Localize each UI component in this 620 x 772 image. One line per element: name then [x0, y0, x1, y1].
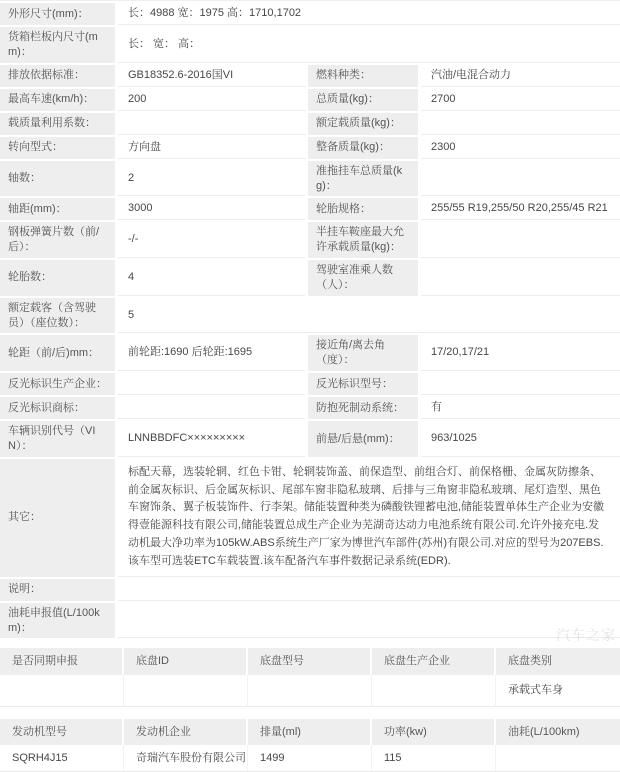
spec-label: 载质量利用系数： — [0, 113, 115, 135]
spec-label: 转向型式： — [0, 137, 115, 159]
spec-value — [421, 161, 620, 197]
spec-row — [0, 579, 620, 601]
spec-label: 额定载质量(kg)： — [308, 113, 418, 135]
spec-value: 200 — [118, 89, 305, 111]
table-cell — [248, 675, 372, 707]
spec-row — [0, 27, 620, 63]
spec-label: 货箱栏板内尺寸(mm)： — [0, 27, 115, 63]
table-cell: 奇瑞汽车股份有限公司 — [124, 745, 248, 772]
spec-row — [0, 222, 620, 258]
spec-value: 2300 — [421, 137, 620, 159]
spec-value — [118, 603, 620, 639]
spec-label: 防抱死制动系统： — [308, 397, 418, 419]
spec-row — [0, 161, 620, 197]
spec-value: 长： 宽： 高： — [118, 27, 620, 63]
column-header: 发动机型号 — [0, 719, 124, 745]
table-cell: 承载式车身 — [496, 675, 620, 707]
table-cell — [496, 745, 620, 772]
spec-value: 255/55 R19,255/50 R20,255/45 R21 — [421, 198, 620, 220]
table-cell — [124, 675, 248, 707]
spec-value — [118, 113, 305, 135]
chassis-header-row — [0, 648, 620, 674]
table-cell: 115 — [372, 745, 496, 772]
spec-value: LNNBBDFC××××××××× — [118, 421, 305, 457]
column-header: 是否同期申报 — [0, 648, 124, 674]
spec-value: 4 — [118, 260, 305, 296]
chassis-table — [0, 648, 620, 706]
spec-label: 车辆识别代号（VIN）： — [0, 421, 115, 457]
table-row — [0, 675, 620, 707]
spec-value — [118, 579, 620, 601]
spec-value — [421, 113, 620, 135]
spec-value: 有 — [421, 397, 620, 419]
spec-value: 方向盘 — [118, 137, 305, 159]
spec-label: 整备质量(kg)： — [308, 137, 418, 159]
table-cell — [0, 675, 124, 707]
spec-value: GB18352.6-2016国VI — [118, 65, 305, 87]
spec-label: 半挂车鞍座最大允许承载质量(kg)： — [308, 222, 418, 258]
spec-value — [421, 222, 620, 258]
spec-label: 排放依据标准： — [0, 65, 115, 87]
spec-row — [0, 373, 620, 395]
spec-value: 2700 — [421, 89, 620, 111]
spec-row — [0, 298, 620, 334]
spec-value: 前轮距:1690 后轮距:1695 — [118, 335, 305, 371]
spec-label: 说明： — [0, 579, 115, 601]
spec-label: 驾驶室准乘人数（人）： — [308, 260, 418, 296]
column-header: 功率(kw) — [372, 719, 496, 745]
table-cell: SQRH4J15 — [0, 745, 124, 772]
table-cell — [372, 675, 496, 707]
spec-label: 反光标识生产企业： — [0, 373, 115, 395]
spec-value — [118, 397, 305, 419]
column-header: 底盘型号 — [248, 648, 372, 674]
engine-table — [0, 719, 620, 772]
spec-value: 963/1025 — [421, 421, 620, 457]
spec-label: 外形尺寸(mm)： — [0, 3, 115, 25]
spec-value: -/- — [118, 222, 305, 258]
table-row — [0, 745, 620, 772]
spec-value — [421, 373, 620, 395]
spec-row — [0, 335, 620, 371]
spec-label: 钢板弹簧片数（前/后）： — [0, 222, 115, 258]
spec-label: 反光标识商标： — [0, 397, 115, 419]
spec-value — [421, 260, 620, 296]
engine-header-row — [0, 719, 620, 745]
spec-row — [0, 3, 620, 25]
spec-row — [0, 603, 620, 639]
spec-label: 油耗申报值(L/100km)： — [0, 603, 115, 639]
spec-label: 轴距(mm)： — [0, 198, 115, 220]
column-header: 底盘类别 — [496, 648, 620, 674]
spec-value: 汽油/电混合动力 — [421, 65, 620, 87]
column-header: 底盘ID — [124, 648, 248, 674]
column-header: 底盘生产企业 — [372, 648, 496, 674]
table-cell: 1499 — [248, 745, 372, 772]
column-header: 发动机企业 — [124, 719, 248, 745]
spec-value: 5 — [118, 298, 620, 334]
spec-label: 轮胎数： — [0, 260, 115, 296]
spec-row — [0, 137, 620, 159]
spec-value: 长：4988 宽：1975 高：1710,1702 — [118, 3, 620, 25]
spec-label: 额定载客（含驾驶员）（座位数）： — [0, 298, 115, 334]
spec-label: 轮距（前/后)mm： — [0, 335, 115, 371]
spec-row — [0, 198, 620, 220]
spec-value: 标配天幕，选装轮辋、红色卡钳、轮辋装饰盖、前保造型、前组合灯、前保格栅、金属灰防擦条、前金属灰标识、后金属灰标识、尾部车窗非隐私玻璃、后排与三角窗非隐私玻璃、尾灯造型、黑色车窗饰条、翼子板装饰件、行李架。储能装置种类为磷酸铁锂蓄电池,储能装置单体生产企业为安徽得壹能源科技有限公司,储能装置总成生产企业为芜湖奇达动力电池系统有限公司.允许外接充电.发动机最大净功率为105kW.ABS系统生产厂家为博世汽车部件(苏州)有限公司.对应的型号为207EBS.该车型可选装ETC车载装置.该车配备汽车事件数据记录系统(EDR). — [118, 459, 620, 577]
column-header: 油耗(L/100km) — [496, 719, 620, 745]
spec-label: 准拖挂车总质量(kg)： — [308, 161, 418, 197]
column-header: 排量(ml) — [248, 719, 372, 745]
spec-value: 17/20,17/21 — [421, 335, 620, 371]
watermark-logo: 汽车之家 — [556, 627, 616, 643]
spec-row — [0, 260, 620, 296]
spec-value: 2 — [118, 161, 305, 197]
spec-row — [0, 459, 620, 577]
spec-value — [118, 373, 305, 395]
spec-value: 3000 — [118, 198, 305, 220]
spec-label: 接近角/离去角（度）： — [308, 335, 418, 371]
spec-row — [0, 397, 620, 419]
spec-label: 燃料种类： — [308, 65, 418, 87]
spec-label: 轮胎规格： — [308, 198, 418, 220]
spec-row — [0, 113, 620, 135]
spec-label: 最高车速(km/h)： — [0, 89, 115, 111]
spec-label: 其它： — [0, 459, 115, 577]
spec-row — [0, 65, 620, 87]
spec-label: 轴数： — [0, 161, 115, 197]
spec-row — [0, 421, 620, 457]
spec-label: 反光标识型号： — [308, 373, 418, 395]
spec-row — [0, 89, 620, 111]
spec-label: 总质量(kg)： — [308, 89, 418, 111]
spec-label: 前悬/后悬(mm)： — [308, 421, 418, 457]
